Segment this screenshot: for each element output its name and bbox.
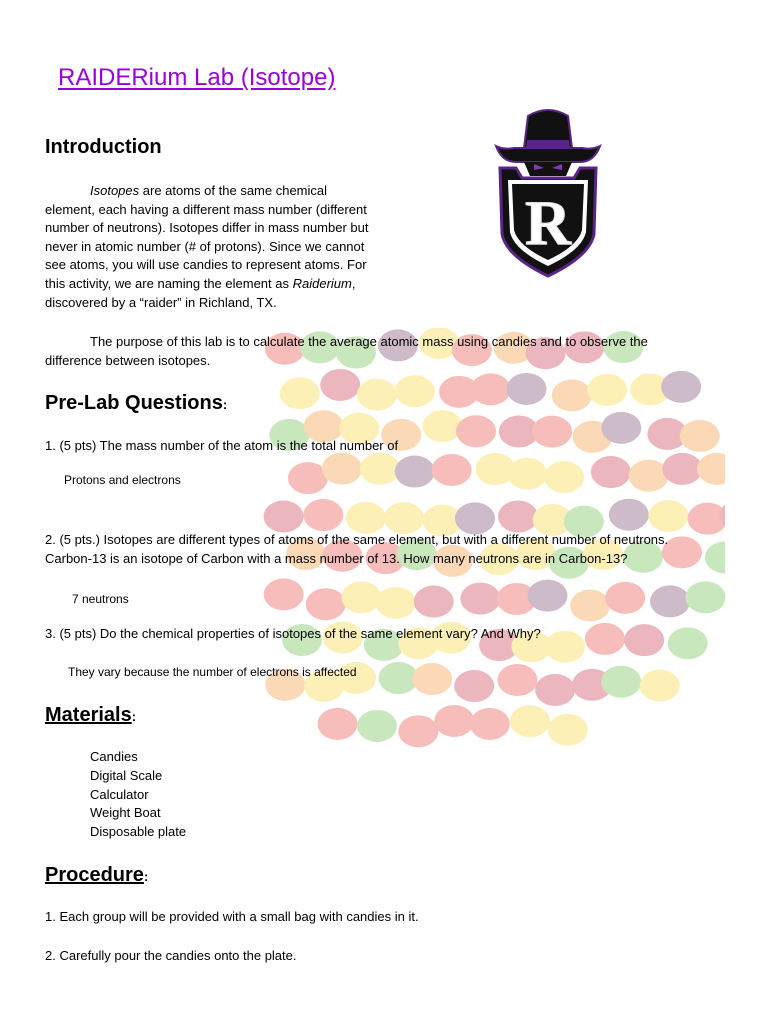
candy-shape <box>317 708 357 740</box>
candy-shape <box>288 462 328 494</box>
candy-shape <box>303 499 343 531</box>
raiders-logo <box>494 106 602 278</box>
materials-list <box>90 748 186 842</box>
candy-shape <box>357 379 397 411</box>
materials-item: Candies <box>90 749 138 764</box>
candy-shape <box>280 377 320 409</box>
candy-shape <box>528 580 568 612</box>
candy-shape <box>688 503 725 535</box>
candy-shape <box>360 453 400 485</box>
candy-shape <box>609 499 649 531</box>
candy-shape <box>570 590 610 622</box>
candy-shape <box>264 578 304 610</box>
candy-shape <box>454 670 494 702</box>
candy-shape <box>535 674 575 706</box>
candy-shape <box>322 453 362 485</box>
candy-shape <box>685 581 725 613</box>
procedure-step-2: 2. Carefully pour the candies onto the plate. <box>45 948 297 963</box>
candy-shape <box>264 500 304 532</box>
candy-shape <box>320 369 360 401</box>
candy-shape <box>648 500 688 532</box>
question-2: 2. (5 pts.) Isotopes are different types of atoms of the same element, but with a different number of neutrons. Carbon-13 is an isotope of Carbon with a mass number of 13. How many neutrons are in Carbon-13? <box>45 532 669 566</box>
candy-shape <box>422 410 462 442</box>
candy-shape <box>498 501 538 533</box>
candy-shape <box>395 375 435 407</box>
page-title[interactable]: RAIDERium Lab (Isotope) <box>58 64 336 91</box>
candy-shape <box>384 502 424 534</box>
candy-shape <box>341 581 381 613</box>
candy-shape <box>376 587 416 619</box>
introduction-heading: Introduction <box>45 136 162 158</box>
candy-shape <box>661 371 701 403</box>
candy-shape <box>545 631 585 663</box>
candy-shape <box>434 705 474 737</box>
candy-shape <box>705 541 725 573</box>
candy-shape <box>591 456 631 488</box>
candy-shape <box>552 379 592 411</box>
answer-1[interactable]: Protons and electrons <box>64 473 181 487</box>
candy-shape <box>432 454 472 486</box>
candy-shape <box>510 705 550 737</box>
materials-item: Weight Boat <box>90 805 161 821</box>
candy-shape <box>306 588 346 620</box>
candy-shape <box>650 585 690 617</box>
candy-shape <box>532 416 572 448</box>
candy-shape <box>601 666 641 698</box>
raiderium-term: Raiderium <box>292 275 352 291</box>
candy-shape <box>398 715 438 747</box>
prelab-heading: Pre-Lab Questions: <box>45 392 228 414</box>
question-1: 1. (5 pts) The mass number of the atom is the total number of <box>45 438 399 453</box>
materials-item: Calculator <box>90 786 149 802</box>
candy-shape <box>544 461 584 493</box>
candy-shape <box>497 664 537 696</box>
candy-shape <box>395 456 435 488</box>
candy-shape <box>470 708 510 740</box>
answer-2[interactable]: 7 neutrons <box>72 592 129 606</box>
candy-shape <box>587 374 627 406</box>
candy-shape <box>668 627 708 659</box>
candy-shape <box>456 415 496 447</box>
candy-shape <box>605 582 645 614</box>
candy-shape <box>357 710 397 742</box>
materials-heading: Materials: <box>45 704 137 726</box>
candy-shape <box>624 624 664 656</box>
candy-shape <box>697 453 725 485</box>
candy-shape <box>346 502 386 534</box>
candy-shape <box>601 412 641 444</box>
question-3: 3. (5 pts) Do the chemical properties of isotopes of the same element vary? And Why? <box>45 626 541 641</box>
isotopes-term: Isotopes <box>90 183 140 198</box>
candy-shape <box>412 663 452 695</box>
materials-item: Digital Scale <box>90 767 163 783</box>
materials-item: Disposable plate <box>90 824 187 840</box>
candy-shape <box>585 623 625 655</box>
candy-shape <box>629 460 669 492</box>
procedure-heading: Procedure: <box>45 864 149 886</box>
procedure-step-1: 1. Each group will be provided with a small bag with candies in it. <box>45 909 419 924</box>
introduction-paragraph: Isotopes are atoms of the same chemical element, each having a different mass number (different number of neutrons). Isotopes differ in mass number but never in atomic number (# of protons). Since we cannot see atoms, you will use candies to represent atoms. For this activity, we are naming the element as Raiderium, discovered by a “raider” in Richland, TX. <box>45 183 369 310</box>
purpose-paragraph: The purpose of this lab is to calculate the average atomic mass using candies and to observe the difference between isotopes. <box>45 334 648 368</box>
logo-letter: R <box>524 187 572 258</box>
candy-shape <box>548 714 588 746</box>
candy-shape <box>640 670 680 702</box>
candy-shape <box>471 373 511 405</box>
candy-shape <box>414 586 454 618</box>
answer-3[interactable]: They vary because the number of electrons is affected <box>68 665 357 679</box>
candy-shape <box>507 373 547 405</box>
candy-shape <box>507 458 547 490</box>
candy-shape <box>460 583 500 615</box>
candy-shape <box>455 502 495 534</box>
candy-shape <box>662 453 702 485</box>
candy-shape <box>680 420 720 452</box>
